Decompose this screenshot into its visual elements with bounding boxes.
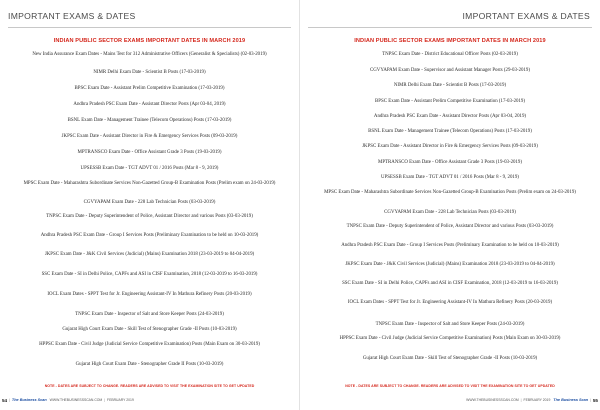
exam-entry: IOCL Exam Dates - SPPT Test for Jr. Engineering Assistant-IV In Mathura Refinery Posts (20-03-2019) — [347, 300, 553, 305]
right-disclaimer-note: NOTE - DATES ARE SUBJECT TO CHANGE. READERS ARE ADVISED TO VISIT THE EXAMINATION SITE TO GET UPDATED — [345, 384, 555, 388]
right-footer-date: FEBRUARY 2019 — [523, 398, 551, 402]
exam-entry: SSC Exam Date - SI in Delhi Police, CAPFs and ASI in CISF Examination, 2018 (12-03-2019 to 16-03-2019) — [41, 272, 258, 277]
exam-entry: HPPSC Exam Date - Civil Judge (Judicial Service Competitive Examination) Posts (Main Exam on 30-03-2019) — [39, 342, 260, 347]
exam-entry: TNPSC Exam Date - District Educational Officer Posts (02-03-2019) — [382, 52, 518, 57]
exam-entry: BPSC Exam Date - Assistant Prelim Competitive Examination (17-03-2019) — [74, 86, 225, 91]
right-section-title: IMPORTANT EXAMS & DATES — [462, 11, 590, 21]
right-brand-logo: The Business Scan — [553, 398, 589, 402]
exam-entry: Andhra Pradesh PSC Exam Date - Group I Services Posts (Preliminary Examination to be held on 10-03-2019) — [341, 243, 559, 248]
exam-entry: SSC Exam Date - SI in Delhi Police, CAPFs and ASI in CISF Examination, 2018 (12-03-2019 to 16-03-2019) — [342, 281, 558, 286]
exam-entry: MPTRANSCO Exam Date - Office Assistant Grade 3 Posts (19-03-2019) — [77, 150, 222, 155]
exam-entry: UPSESSB Exam Date - TGT ADVT 01 / 2016 Posts (Mar 8 - 9, 2019) — [381, 175, 519, 180]
left-footer-date: FEBRUARY 2019 — [107, 398, 134, 402]
right-page-number: 55 — [592, 397, 598, 403]
exam-entry: JKPSC Exam Date - J&K Civil Services (Judicial) (Mains) Examination 2018 (23-03-2019 to 04-04-2019) — [44, 252, 255, 257]
exam-entry: TNPSC Exam Date - Deputy Superintendent of Police, Assistant Director and various Posts (03-03-2019) — [346, 224, 554, 229]
exam-entry: TNPSC Exam Date - Deputy Superintendent of Police, Assistant Director and various Posts (03-03-2019) — [46, 214, 253, 219]
exam-entry: MPTRANSCO Exam Date - Office Assistant Grade 3 Posts (19-03-2019) — [377, 160, 523, 165]
exam-entry: BPSC Exam Date - Assistant Prelim Competitive Examination (17-03-2019) — [375, 99, 525, 104]
exam-entry: CGVYAPAM Exam Date - 228 Lab Technician Posts (03-03-2019) — [83, 200, 216, 205]
exam-entry: CGVYAPAM Exam Date - 228 Lab Technician Posts (03-03-2019) — [384, 210, 516, 215]
exam-entry: Gujarat High Court Exam Date - Skill Test of Stenographer Grade -II Posts (10-03-2019) — [362, 356, 538, 361]
exam-entry: Andhra Pradesh PSC Exam Date - Assistant Director Posts (Apr 03-04, 2019) — [73, 102, 226, 107]
exam-entry: IOCL Exam Dates - SPPT Test for Jr. Engineering Assistant-IV In Mathura Refinery Posts (20-03-2019) — [47, 292, 252, 297]
left-footer: 54 | The Business Scan WWW.THEBUSINESSSCAN.COM | FEBRUARY 2019 — [2, 397, 134, 403]
exam-entry: HPPSC Exam Date - Civil Judge (Judicial Service Competitive Examination) Posts (Main Exam on 30-03-2019) — [339, 336, 561, 341]
exam-entry: JKPSC Exam Date - Assistant Director in Fire & Emergency Services Posts (09-03-2019) — [61, 134, 238, 139]
exam-entry: TNPSC Exam Date - Inspector of Salt and Store Keeper Posts (24-03-2019) — [75, 312, 224, 317]
exam-entry: UPSESSB Exam Date - TGT ADVT 01 / 2016 Posts (Mar 8 - 9, 2019) — [80, 166, 219, 171]
exam-entry: JKPSC Exam Date - J&K Civil Services (Judicial) (Mains) Examination 2018 (23-03-2019 to 04-04-2019) — [345, 262, 555, 267]
exam-entry: MPSC Exam Date - Maharashtra Subordinate Services Non-Gazetted Group-B Examination Posts (Prelim exam on 24-03-2019) — [324, 190, 576, 195]
exam-entry: NIMR Delhi Exam Date - Scientist B Posts (17-03-2019) — [393, 83, 507, 88]
exam-entry: New India Assurance Exam Dates - Mains Test for 312 Administrative Officers (Generalist & Specialists) (02-03-2019) — [32, 52, 267, 57]
left-brand-logo: The Business Scan — [11, 398, 47, 402]
exam-entry: Gujarat High Court Exam Date - Skill Test of Stenographer Grade -II Posts (10-03-2019) — [62, 327, 237, 332]
right-footer-url: WWW.THEBUSINESSSCAN.COM — [466, 398, 519, 402]
right-article-heading: INDIAN PUBLIC SECTOR EXAMS IMPORTANT DATES IN MARCH 2019 — [354, 38, 546, 44]
left-disclaimer-note: NOTE - DATES ARE SUBJECT TO CHANGE. READERS ARE ADVISED TO VISIT THE EXAMINATION SITE TO GET UPDATED — [44, 384, 255, 388]
exam-entry: JKPSC Exam Date - Assistant Director in Fire & Emergency Services Posts (09-03-2019) — [362, 144, 538, 149]
left-page-number: 54 — [2, 397, 8, 403]
left-header-rule — [8, 27, 291, 28]
exam-entry: BSNL Exam Date - Management Trainee (Telecom Operations) Posts (17-03-2019) — [368, 129, 532, 134]
exam-entry: NIMR Delhi Exam Date - Scientist B Posts (17-03-2019) — [93, 70, 206, 75]
left-footer-url: WWW.THEBUSINESSSCAN.COM — [49, 398, 103, 402]
exam-entry: Gujarat High Court Exam Date - Stenographer Grade II Posts (10-03-2019) — [75, 362, 224, 367]
exam-entry: BSNL Exam Date - Management Trainee (Telecom Operations) Posts (17-03-2019) — [67, 118, 232, 123]
left-article-heading: INDIAN PUBLIC SECTOR EXAMS IMPORTANT DATES IN MARCH 2019 — [53, 38, 246, 44]
right-footer: WWW.THEBUSINESSSCAN.COM | FEBRUARY 2019 The Business Scan | 55 — [466, 397, 598, 403]
exam-entry: CGVYAPAM Exam Date - Supervisor and Assistant Manager Posts (29-03-2019) — [370, 68, 530, 73]
left-section-title: IMPORTANT EXAMS & DATES — [8, 11, 136, 21]
exam-entry: TNPSC Exam Date - Inspector of Salt and Store Keeper Posts (24-03-2019) — [375, 322, 525, 327]
exam-entry: Andhra Pradesh PSC Exam Date - Assistant Director Posts (Apr 03-04, 2019) — [373, 114, 527, 119]
exam-entry: Andhra Pradesh PSC Exam Date - Group I Services Posts (Preliminary Examination to be held on 10-03-2019) — [40, 233, 259, 238]
exam-entry: MPSC Exam Date - Maharashtra Subordinate Services Non-Gazetted Group-B Examination Posts (Prelim exam on 24-03-2019) — [23, 181, 276, 186]
right-header-rule — [308, 27, 592, 28]
right-page — [300, 0, 600, 410]
